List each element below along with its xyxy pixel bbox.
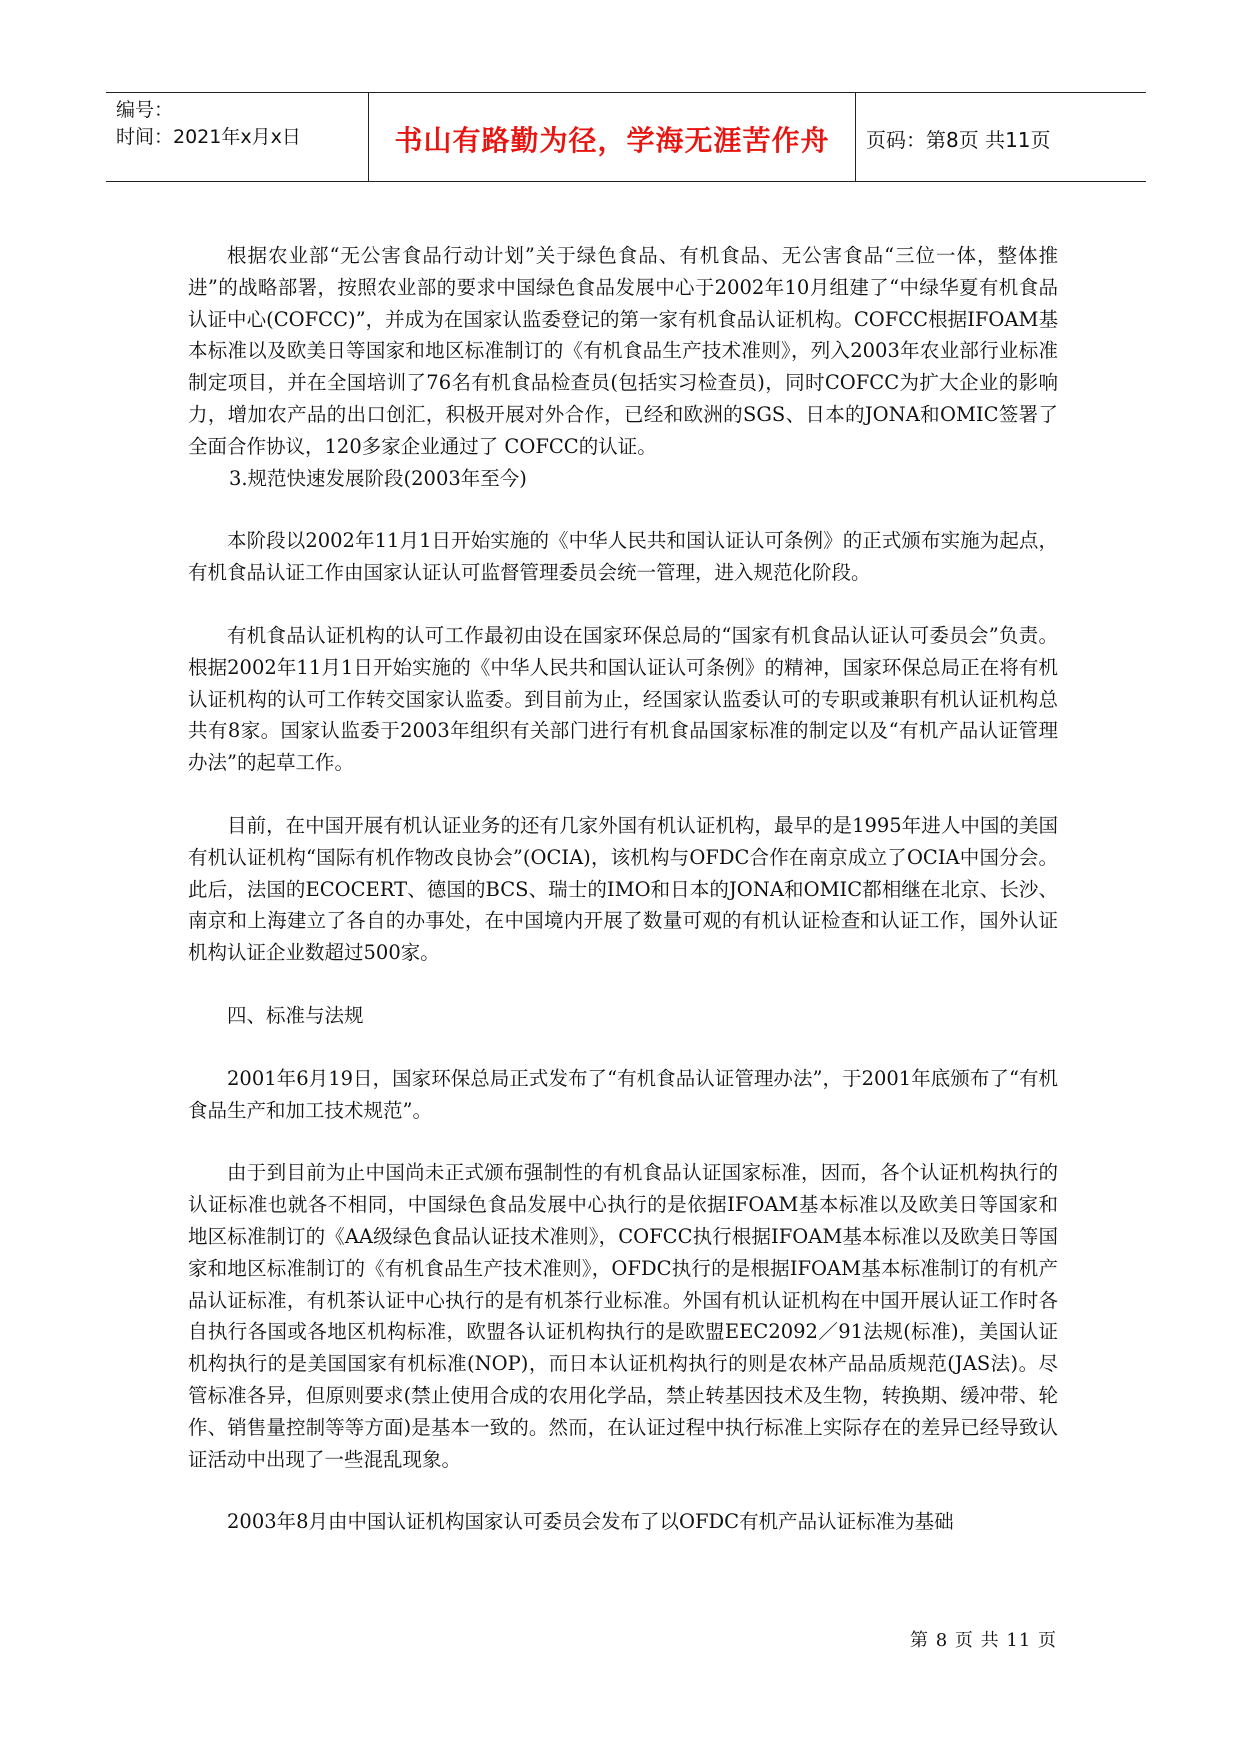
header-info-cell: [106, 93, 369, 181]
document-number-label: 编号：: [116, 99, 174, 121]
header-motto-cell: [369, 93, 856, 181]
paragraph-accreditation: 有机食品认证机构的认可工作最初由设在国家环保总局的“国家有机食品认证认可委员会”负责。根据2002年11月1日开始实施的《中华人民共和国认证认可条例》的精神，国家环保总局正在将有机认证机构的认可工作转交国家认监委。到目前为止，经国家认监委认可的专职或兼职有机认证机构总共有8家。国家认监委于2003年组织有关部门进行有机食品国家标准的制定以及“有机产品认证管理办法”的起草工作。: [188, 623, 1058, 775]
paragraph-stage-intro: 本阶段以2002年11月1日开始实施的《中华人民共和国认证认可条例》的正式颁布实施为起点，有机食品认证工作由国家认证认可监督管理委员会统一管理，进入规范化阶段。: [188, 529, 1058, 585]
document-time-label: 时间：2021年x月x日: [116, 126, 301, 148]
document-body: [188, 240, 1058, 1538]
section-heading-stage-3: 3.规范快速发展阶段(2003年至今): [228, 466, 527, 490]
paragraph-cofcc: 根据农业部“无公害食品行动计划”关于绿色食品、有机食品、无公害食品“三位一体，整体推进”的战略部署，按照农业部的要求中国绿色食品发展中心于2002年10月组建了“中绿华夏有机食品认证中心(COFCC)”，并成为在国家认监委登记的第一家有机食品认证机构。COFCC根据IFOAM基本标准以及欧美日等国家和地区标准制订的《有机食品生产技术准则》，列入2003年农业部行业标准制定项目，并在全国培训了76名有机食品检查员(包括实习检查员)，同时COFCC为扩大企业的影响力，增加农产品的出口创汇，积极开展对外合作，已经和欧洲的SGS、日本的JONA和OMIC签署了全面合作协议，120多家企业通过了 COFCC的认证。: [188, 244, 1058, 458]
header-motto: 书山有路勤为径，学海无涯苦作舟: [394, 124, 830, 157]
paragraph-foreign-bodies: 目前，在中国开展有机认证业务的还有几家外国有机认证机构，最早的是1995年进人中国的美国有机认证机构“国际有机作物改良协会”(OCIA)，该机构与OFDC合作在南京成立了OCIA中国分会。此后，法国的ECOCERT、德国的BCS、瑞士的IMO和日本的JONA和OMIC都相继在北京、长沙、南京和上海建立了各自的办事处，在中国境内开展了数量可观的有机认证检查和认证工作，国外认证机构认证企业数超过500家。: [188, 813, 1058, 965]
paragraph-standards-differences: 由于到目前为止中国尚未正式颁布强制性的有机食品认证国家标准，因而，各个认证机构执行的认证标准也就各不相同，中国绿色食品发展中心执行的是依据IFOAM基本标准以及欧美日等国家和地区标准制订的《AA级绿色食品认证技术准则》，COFCC执行根据IFOAM基本标准以及欧美日等国家和地区标准制订的《有机食品生产技术准则》，OFDC执行的是根据IFOAM基本标准制订的有机产品认证标准，有机茶认证中心执行的是有机茶行业标准。外国有机认证机构在中国开展认证工作时各自执行各国或各地区机构标准，欧盟各认证机构执行的是欧盟EEC2092／91法规(标准)，美国认证机构执行的是美国国家有机标准(NOP)，而日本认证机构执行的则是农林产品品质规范(JAS法)。尽管标准各异，但原则要求(禁止使用合成的农用化学品，禁止转基因技术及生物，转换期、缓冲带、轮作、销售量控制等等方面)是基本一致的。然而，在认证过程中执行标准上实际存在的差异已经导致认证活动中出现了一些混乱现象。: [188, 1161, 1058, 1471]
paragraph-2001-regulations: 2001年6月19日，国家环保总局正式发布了“有机食品认证管理办法”，于2001年底颁布了“有机食品生产和加工技术规范”。: [188, 1066, 1058, 1122]
page-footer-indicator: 第 8 页 共 11 页: [910, 1630, 1057, 1651]
page-header: [106, 92, 1146, 182]
header-page-cell: [856, 93, 1146, 181]
section-heading-standards: 四、标准与法规: [227, 1003, 364, 1027]
header-page-code: 页码：第8页 共11页: [866, 128, 1051, 152]
paragraph-2003-standard: 2003年8月由中国认证机构国家认可委员会发布了以OFDC有机产品认证标准为基础: [227, 1510, 954, 1534]
